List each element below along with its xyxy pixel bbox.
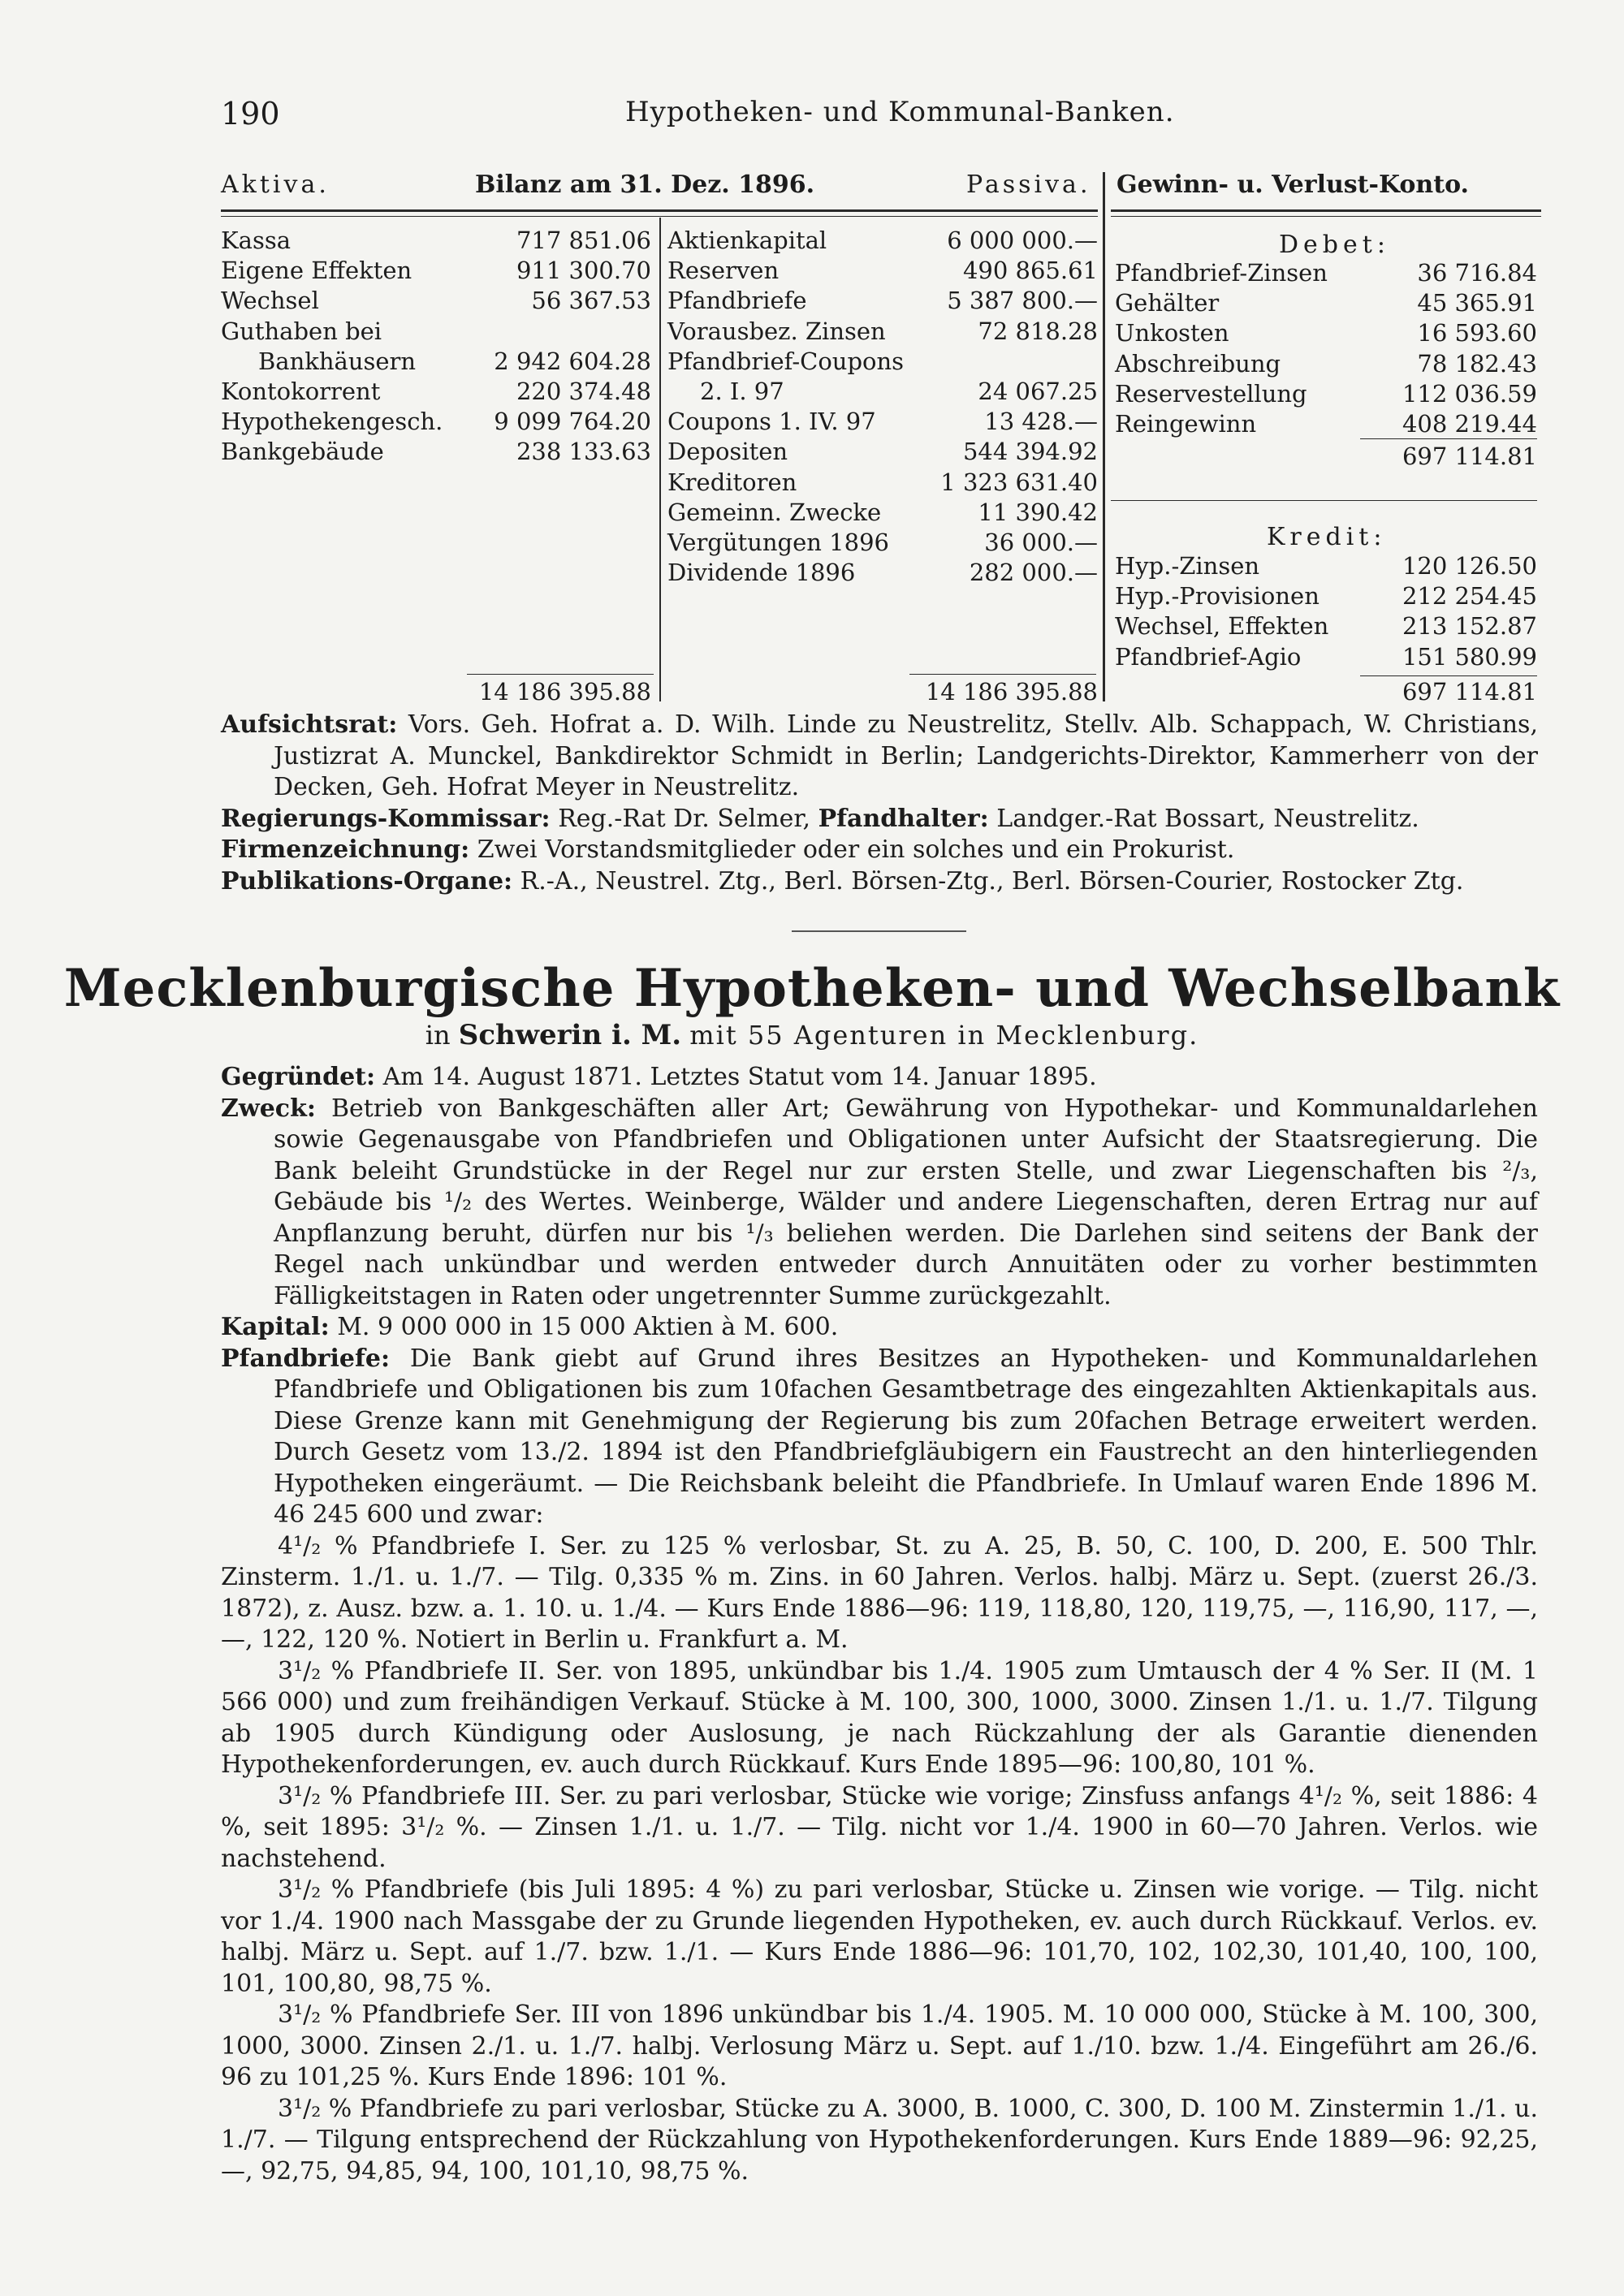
row-value: 220 374.48 — [516, 378, 651, 405]
row-label: Vergütungen 1896 — [667, 529, 889, 556]
row-value: 212 254.45 — [1402, 582, 1537, 611]
row-label: Gehälter — [1115, 289, 1220, 317]
table-row — [1115, 258, 1537, 288]
row-value: 78 182.43 — [1417, 349, 1537, 378]
table-row — [667, 317, 1098, 347]
row-label: Pfandbrief-Zinsen — [1115, 259, 1328, 287]
pfandbrief-series-paragraph: 3¹/₂ % Pfandbriefe zu pari verlosbar, Stücke zu A. 3000, B. 1000, C. 300, D. 100 M. Zinstermin 1./1. u. 1./7. — Tilgung entsprechend der Rückzahlung von Hypothekenforderungen. Kurs Ende 1889—96: 92,25, —, 92,75, 94,85, 94, 100, 101,10, 98,75 %. — [221, 2094, 1538, 2186]
aktiva-passiva-divider — [659, 218, 661, 701]
row-value: 238 133.63 — [516, 438, 651, 466]
table-row — [667, 226, 1098, 256]
firmen-label: Firmenzeichnung: — [221, 835, 470, 864]
kommissar-label: Regierungs-Kommissar: — [221, 804, 551, 833]
gegruendet-text: Am 14. August 1871. Letztes Statut vom 14. Januar 1895. — [382, 1063, 1097, 1091]
board-notes — [221, 710, 1538, 897]
row-value: 45 365.91 — [1417, 289, 1537, 317]
kapital-note — [221, 1312, 1538, 1344]
subtitle-pre: in — [425, 1020, 451, 1051]
row-label: Vorausbez. Zinsen — [667, 317, 886, 345]
row-value: 24 067.25 — [978, 378, 1098, 405]
row-value: 16 593.60 — [1417, 319, 1537, 347]
kredit-total-row — [1115, 677, 1537, 707]
row-label: Bankgebäude — [221, 438, 384, 466]
subtitle-post: mit 55 Agenturen in Mecklenburg. — [689, 1020, 1199, 1051]
row-label: Pfandbriefe — [667, 287, 807, 315]
pfandbrief-series-paragraph: 3¹/₂ % Pfandbriefe II. Ser. von 1895, unkündbar bis 1./4. 1905 zum Umtausch der 4 % Ser. II (M. 1 566 000) und zum freihändigen Verkauf. Stücke à M. 100, 300, 1000, 3000. Zinsen 1./1. u. 1./7. Tilgung ab 1905 durch Kündigung oder Auslosung, je nach Rückzahlung der als Garantie dienenden Hypothekenforderungen, ev. auch durch Rückkauf. Kurs Ende 1895—96: 100,80, 101 %. — [221, 1656, 1538, 1779]
table-row — [1115, 611, 1537, 641]
table-row — [667, 558, 1098, 588]
balance-top-rule-thin — [221, 216, 1098, 217]
table-row — [1115, 379, 1537, 409]
row-value: 282 000.— — [969, 559, 1098, 587]
gv-mid-rule — [1111, 500, 1537, 501]
row-value: 72 818.28 — [978, 317, 1098, 345]
zweck-note — [221, 1094, 1538, 1313]
table-row — [1115, 409, 1537, 439]
table-row — [1115, 551, 1537, 581]
kredit-sum-rule — [1360, 675, 1537, 676]
pfandbrief-series-paragraph: 4¹/₂ % Pfandbriefe I. Ser. zu 125 % verlosbar, St. zu A. 25, B. 50, C. 100, D. 200, E. 500 Thlr. Zinsterm. 1./1. u. 1./7. — Tilg. 0,335 % m. Zins. in 60 Jahren. Verlos. halbj. März u. Sept. (zuerst 26./3. 1872), z. Ausz. bzw. a. 1. 10. u. 1./4. — Kurs Ende 1886—96: 119, 118,80, 120, 119,75, —, 116,90, 117, —, —, 122, 120 %. Notiert in Berlin u. Frankfurt a. M. — [221, 1531, 1538, 1654]
row-label: Unkosten — [1115, 319, 1229, 347]
pfandbrief-series-paragraph: 3¹/₂ % Pfandbriefe (bis Juli 1895: 4 %) zu pari verlosbar, Stücke u. Zinsen wie vorige. — Tilg. nicht vor 1./4. 1900 nach Massgabe der zu Grunde liegenden Hypotheken, ev. auch durch Rückkauf. Verlos. ev. halbj. März u. Sept. auf 1./7. bzw. 1./1. — Kurs Ende 1886—96: 101,70, 102, 102,30, 101,40, 100, 100, 101, 100,80, 98,75 %. — [221, 1875, 1538, 1998]
row-label: Reingewinn — [1115, 410, 1257, 438]
aktiva-heading: Aktiva. — [221, 170, 330, 199]
table-row — [1115, 318, 1537, 348]
row-value: 911 300.70 — [516, 257, 651, 285]
row-label: Depositen — [667, 438, 788, 466]
row-label: Reservestellung — [1115, 379, 1307, 408]
pfandbriefe-text: Die Bank giebt auf Grund ihres Besitzes an Hypotheken- und Kommunaldarlehen Pfandbriefe und Obligationen bis zum 10fachen Gesamtbetrage des eingezahlten Aktienkapitals aus. Diese Grenze kann mit Genehmigung der Regierung bis zum 20fachen Betrage erweitert werden. Durch Gesetz vom 13./2. 1894 ist den Pfandbriefgläubigern ein Faustrecht an den hinterliegenden Hypotheken eingeräumt. — Die Reichsbank beleiht die Pfandbriefe. In Umlauf waren Ende 1896 M. 46 245 600 und zwar: — [274, 1344, 1538, 1529]
row-label: Dividende 1896 — [667, 559, 856, 587]
table-row — [667, 377, 1098, 407]
row-value: 151 580.99 — [1402, 642, 1537, 671]
row-value: 490 865.61 — [962, 257, 1098, 285]
row-label: Hyp.-Provisionen — [1115, 582, 1320, 611]
pfandbriefe-note — [221, 1344, 1538, 1531]
table-row — [221, 286, 651, 316]
gv-top-rule-thin — [1111, 216, 1541, 217]
row-value: 5 387 800.— — [947, 287, 1098, 315]
aufsichtsrat-text: Vors. Geh. Hofrat a. D. Wilh. Linde zu Neustrelitz, Stellv. Alb. Schappach, W. Christians, Justizrat A. Munckel, Bankdirektor Schmidt in Berlin; Landgerichts-Direktor, Kammerherr von der Decken, Geh. Hofrat Meyer in Neustrelitz. — [274, 710, 1538, 801]
row-label: Hyp.-Zinsen — [1115, 552, 1260, 580]
section-subtitle — [0, 1019, 1624, 1051]
gv-title: Gewinn- u. Verlust-Konto. — [1116, 170, 1469, 199]
aktiva-total-row — [221, 677, 651, 707]
table-row — [667, 256, 1098, 286]
table-row — [667, 347, 1098, 377]
row-label: Coupons 1. IV. 97 — [667, 408, 876, 436]
debet-total-row — [1115, 442, 1537, 472]
firmen-text: Zwei Vorstandsmitglieder oder ein solches und ein Prokurist. — [477, 835, 1235, 864]
gegruendet-note — [221, 1062, 1538, 1094]
zweck-label: Zweck: — [221, 1094, 316, 1123]
row-value: 9 099 764.20 — [494, 408, 651, 436]
passiva-total-row — [667, 677, 1098, 707]
passiva-sum-rule — [909, 674, 1096, 675]
running-head: Hypotheken- und Kommunal-Banken. — [625, 96, 1175, 128]
row-value: 56 367.53 — [531, 287, 651, 315]
debet-label: Debet: — [1279, 231, 1390, 259]
table-row — [667, 528, 1098, 558]
row-value: 544 394.92 — [962, 438, 1098, 466]
debet-total: 697 114.81 — [1402, 442, 1537, 470]
subtitle-city: Schwerin i. M. — [458, 1019, 682, 1051]
pfandhalter-text: Landger.-Rat Bossart, Neustrelitz. — [996, 804, 1419, 833]
pfandbrief-series-list — [221, 1531, 1538, 2188]
row-label: Pfandbrief-Coupons — [667, 347, 905, 375]
kredit-total: 697 114.81 — [1402, 678, 1537, 706]
row-label: Kreditoren — [667, 468, 797, 496]
row-label: Reserven — [667, 257, 780, 285]
table-row — [1115, 349, 1537, 379]
row-label: Wechsel — [221, 287, 319, 315]
table-row — [221, 377, 651, 407]
pfandbrief-series-paragraph: 3¹/₂ % Pfandbriefe Ser. III von 1896 unkündbar bis 1./4. 1905. M. 10 000 000, Stücke à M. 100, 300, 1000, 3000. Zinsen 2./1. u. 1./7. halbj. Verlosung März u. Sept. auf 1./10. bzw. 1./4. Eingeführt am 26./6. 96 zu 101,25 %. Kurs Ende 1896: 101 %. — [221, 2000, 1538, 2091]
pfandbriefe-label: Pfandbriefe: — [221, 1344, 391, 1373]
row-value: 36 000.— — [984, 529, 1098, 556]
kapital-text: M. 9 000 000 in 15 000 Aktien à M. 600. — [337, 1313, 839, 1341]
row-value: 6 000 000.— — [947, 227, 1098, 254]
passiva-heading: Passiva. — [966, 170, 1091, 199]
row-value: 36 716.84 — [1417, 259, 1537, 287]
aufsichtsrat-label: Aufsichtsrat: — [221, 710, 398, 739]
row-label: Gemeinn. Zwecke — [667, 498, 882, 526]
table-row — [1115, 642, 1537, 672]
table-row — [667, 407, 1098, 437]
row-label: Abschreibung — [1115, 349, 1281, 378]
row-label: 2. I. 97 — [700, 378, 784, 405]
table-row — [667, 468, 1098, 498]
publ-label: Publikations-Organe: — [221, 866, 513, 896]
section-separator — [792, 930, 966, 932]
row-value: 13 428.— — [984, 408, 1098, 436]
row-value: 2 942 604.28 — [494, 347, 651, 375]
row-value: 120 126.50 — [1402, 552, 1537, 580]
zweck-text: Betrieb von Bankgeschäften aller Art; Gewährung von Hypothekar- und Kommunaldarlehen sowie Gegenausgabe von Pfandbriefen und Obligationen unter Aufsicht der Staatsregierung. Die Bank beleiht Grundstücke in der Regel nur zur ersten Stelle, und zwar Liegenschaften bis ²/₃, Gebäude bis ¹/₂ des Wertes. Weinberge, Wälder und andere Liegenschaften, deren Ertrag nur auf Anpflanzung beruht, dürfen nur bis ¹/₃ beliehen werden. Die Darlehen sind seitens der Bank der Regel nach unkündbar und werden entweder durch Annuitäten oder zu vorher bestimmten Fälligkeitstagen in Raten oder ungetrennter Summe zurückgezahlt. — [274, 1094, 1538, 1310]
table-row — [667, 498, 1098, 528]
publ-note — [221, 866, 1538, 898]
table-row — [667, 286, 1098, 316]
pfandbrief-series-paragraph: 3¹/₂ % Pfandbriefe III. Ser. zu pari verlosbar, Stücke wie vorige; Zinsfuss anfangs 4¹/₂ %, seit 1886: 4 %, seit 1895: 3¹/₂ %. — Zinsen 1./1. u. 1./7. — Tilg. nicht vor 1./4. 1900 in 60—70 Jahren. Verlos. wie nachstehend. — [221, 1781, 1538, 1873]
passiva-total: 14 186 395.88 — [925, 678, 1098, 706]
row-label: Aktienkapital — [667, 227, 827, 254]
page-number: 190 — [221, 96, 280, 132]
section-title: Mecklenburgische Hypotheken- und Wechselbank — [63, 958, 1561, 1019]
firmen-note — [221, 835, 1538, 866]
balance-gv-divider — [1103, 172, 1105, 701]
row-label: Guthaben bei — [221, 317, 382, 345]
section-body — [221, 1062, 1538, 2187]
row-value: 408 219.44 — [1402, 410, 1537, 438]
row-label: Eigene Effekten — [221, 257, 412, 285]
row-label: Wechsel, Effekten — [1115, 612, 1329, 641]
row-value: 213 152.87 — [1402, 612, 1537, 641]
table-row — [221, 347, 651, 377]
row-label: Hypothekengesch. — [221, 408, 443, 436]
row-label: Bankhäusern — [258, 347, 417, 375]
pfandhalter-label: Pfandhalter: — [818, 804, 989, 833]
aktiva-sum-rule — [467, 674, 654, 675]
row-label: Kontokorrent — [221, 378, 381, 405]
row-value: 11 390.42 — [978, 498, 1098, 526]
aktiva-total: 14 186 395.88 — [478, 678, 651, 706]
gegruendet-label: Gegründet: — [221, 1063, 376, 1091]
row-value: 112 036.59 — [1402, 379, 1537, 408]
table-row — [221, 317, 651, 347]
kommissar-text: Reg.-Rat Dr. Selmer, — [558, 804, 811, 833]
table-row — [221, 256, 651, 286]
aufsichtsrat-note — [221, 710, 1538, 804]
balance-top-rule — [221, 209, 1098, 212]
kommissar-note — [221, 804, 1538, 835]
table-row — [221, 226, 651, 256]
table-row — [1115, 288, 1537, 318]
table-row — [667, 437, 1098, 467]
kredit-label: Kredit: — [1267, 523, 1387, 551]
balance-title: Bilanz am 31. Dez. 1896. — [475, 170, 815, 199]
kapital-label: Kapital: — [221, 1313, 330, 1341]
row-value: 717 851.06 — [516, 227, 651, 254]
row-label: Pfandbrief-Agio — [1115, 642, 1302, 671]
gv-top-rule — [1111, 209, 1541, 212]
table-row — [221, 437, 651, 467]
row-label: Kassa — [221, 227, 292, 254]
publ-text: R.-A., Neustrel. Ztg., Berl. Börsen-Ztg., Berl. Börsen-Courier, Rostocker Ztg. — [520, 866, 1464, 896]
row-value: 1 323 631.40 — [940, 468, 1098, 496]
table-row — [221, 407, 651, 437]
table-row — [1115, 581, 1537, 611]
